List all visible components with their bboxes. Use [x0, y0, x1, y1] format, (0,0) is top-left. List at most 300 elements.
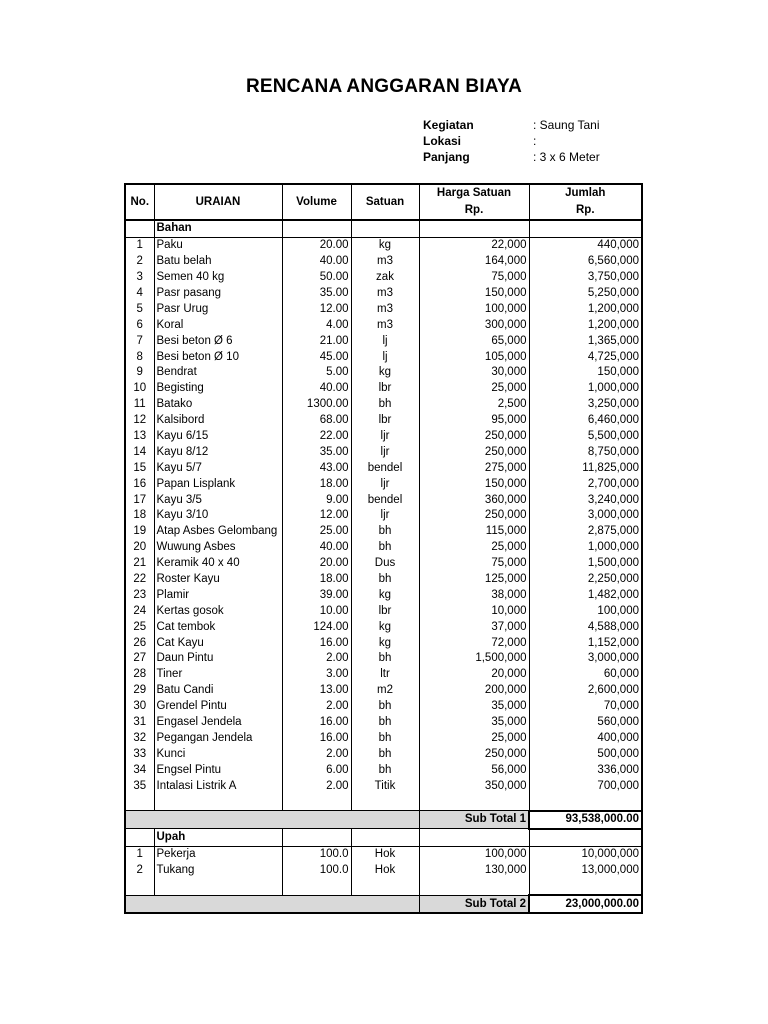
item-volume: 13.00	[282, 683, 351, 699]
item-harga: 65,000	[419, 333, 529, 349]
blank-row	[125, 879, 642, 896]
empty-cell	[419, 794, 529, 811]
item-uraian: Kertas gosok	[154, 603, 282, 619]
item-no: 1	[125, 237, 154, 253]
item-no: 33	[125, 746, 154, 762]
item-jumlah: 10,000,000	[529, 846, 642, 862]
table-row	[125, 381, 642, 397]
item-volume: 2.00	[282, 651, 351, 667]
table-row	[125, 524, 642, 540]
item-volume: 20.00	[282, 556, 351, 572]
item-uraian: Paku	[154, 237, 282, 253]
item-harga: 75,000	[419, 270, 529, 286]
empty-cell	[125, 794, 154, 811]
table-row	[125, 667, 642, 683]
item-satuan: m2	[351, 683, 419, 699]
item-no: 3	[125, 270, 154, 286]
item-volume: 50.00	[282, 270, 351, 286]
item-volume: 2.00	[282, 746, 351, 762]
item-no: 29	[125, 683, 154, 699]
header-jumlah-line2: Rp.	[575, 204, 595, 216]
item-uraian: Pegangan Jendela	[154, 731, 282, 747]
empty-cell	[282, 829, 351, 846]
item-harga: 75,000	[419, 556, 529, 572]
table-row	[125, 846, 642, 862]
item-jumlah: 2,700,000	[529, 476, 642, 492]
table-row	[125, 778, 642, 794]
item-jumlah: 60,000	[529, 667, 642, 683]
table-row	[125, 476, 642, 492]
item-satuan: ltr	[351, 667, 419, 683]
empty-cell	[154, 879, 282, 896]
item-jumlah: 100,000	[529, 603, 642, 619]
item-volume: 2.00	[282, 699, 351, 715]
item-volume: 21.00	[282, 333, 351, 349]
item-uraian: Kunci	[154, 746, 282, 762]
item-jumlah: 3,750,000	[529, 270, 642, 286]
table-row	[125, 508, 642, 524]
table-row	[125, 317, 642, 333]
item-no: 4	[125, 286, 154, 302]
empty-cell	[419, 829, 529, 846]
header-jumlah-line1: Jumlah	[565, 187, 606, 199]
item-volume: 4.00	[282, 317, 351, 333]
table-row	[125, 556, 642, 572]
subtotal-value: 23,000,000.00	[529, 895, 642, 913]
item-no: 27	[125, 651, 154, 667]
item-uraian: Tiner	[154, 667, 282, 683]
item-harga: 115,000	[419, 524, 529, 540]
section-name: Bahan	[154, 220, 282, 237]
item-harga: 130,000	[419, 863, 529, 879]
empty-cell	[125, 220, 154, 237]
item-harga: 350,000	[419, 778, 529, 794]
item-harga: 30,000	[419, 365, 529, 381]
item-harga: 275,000	[419, 460, 529, 476]
table-row	[125, 492, 642, 508]
item-no: 2	[125, 254, 154, 270]
item-jumlah: 1,500,000	[529, 556, 642, 572]
item-harga: 20,000	[419, 667, 529, 683]
item-jumlah: 3,000,000	[529, 508, 642, 524]
item-satuan: ljr	[351, 508, 419, 524]
table-row	[125, 413, 642, 429]
subtotal-label: Sub Total 2	[419, 895, 529, 913]
table-body	[125, 220, 642, 913]
item-jumlah: 3,000,000	[529, 651, 642, 667]
item-no: 25	[125, 619, 154, 635]
item-jumlah: 4,725,000	[529, 349, 642, 365]
item-no: 8	[125, 349, 154, 365]
item-volume: 35.00	[282, 444, 351, 460]
item-volume: 40.00	[282, 254, 351, 270]
meta-value: : Saung Tani	[533, 118, 600, 132]
item-no: 15	[125, 460, 154, 476]
item-satuan: lbr	[351, 381, 419, 397]
meta-key: Panjang	[423, 150, 470, 164]
table-row	[125, 715, 642, 731]
table-row	[125, 301, 642, 317]
item-no: 9	[125, 365, 154, 381]
item-satuan: kg	[351, 635, 419, 651]
item-volume: 2.00	[282, 778, 351, 794]
table-row	[125, 540, 642, 556]
item-satuan: m3	[351, 317, 419, 333]
item-satuan: bh	[351, 397, 419, 413]
item-uraian: Intalasi Listrik A	[154, 778, 282, 794]
meta-value: : 3 x 6 Meter	[533, 150, 600, 164]
item-no: 20	[125, 540, 154, 556]
item-harga: 25,000	[419, 381, 529, 397]
item-harga: 25,000	[419, 540, 529, 556]
item-volume: 40.00	[282, 540, 351, 556]
item-volume: 16.00	[282, 731, 351, 747]
item-jumlah: 440,000	[529, 237, 642, 253]
item-harga: 150,000	[419, 286, 529, 302]
item-jumlah: 3,250,000	[529, 397, 642, 413]
item-volume: 25.00	[282, 524, 351, 540]
table-row	[125, 619, 642, 635]
item-harga: 35,000	[419, 699, 529, 715]
item-harga: 200,000	[419, 683, 529, 699]
item-satuan: Hok	[351, 863, 419, 879]
item-satuan: Dus	[351, 556, 419, 572]
item-jumlah: 2,875,000	[529, 524, 642, 540]
item-harga: 37,000	[419, 619, 529, 635]
item-uraian: Papan Lisplank	[154, 476, 282, 492]
item-satuan: kg	[351, 619, 419, 635]
item-uraian: Engasel Jendela	[154, 715, 282, 731]
item-harga: 150,000	[419, 476, 529, 492]
subtotal-fill	[125, 895, 419, 913]
item-harga: 2,500	[419, 397, 529, 413]
item-harga: 38,000	[419, 587, 529, 603]
item-harga: 250,000	[419, 508, 529, 524]
item-volume: 5.00	[282, 365, 351, 381]
item-satuan: ljr	[351, 444, 419, 460]
header-harga-satuan	[419, 184, 529, 220]
item-jumlah: 560,000	[529, 715, 642, 731]
empty-cell	[351, 879, 419, 896]
item-volume: 45.00	[282, 349, 351, 365]
item-harga: 35,000	[419, 715, 529, 731]
item-uraian: Kayu 3/5	[154, 492, 282, 508]
item-uraian: Besi beton Ø 10	[154, 349, 282, 365]
item-jumlah: 400,000	[529, 731, 642, 747]
empty-cell	[282, 794, 351, 811]
item-satuan: bh	[351, 524, 419, 540]
item-satuan: bh	[351, 651, 419, 667]
subtotal-label: Sub Total 1	[419, 811, 529, 829]
item-uraian: Pekerja	[154, 846, 282, 862]
item-volume: 18.00	[282, 572, 351, 588]
item-uraian: Besi beton Ø 6	[154, 333, 282, 349]
item-volume: 43.00	[282, 460, 351, 476]
item-uraian: Begisting	[154, 381, 282, 397]
item-satuan: ljr	[351, 476, 419, 492]
project-info	[423, 117, 600, 165]
item-jumlah: 2,600,000	[529, 683, 642, 699]
empty-cell	[125, 879, 154, 896]
item-volume: 22.00	[282, 429, 351, 445]
section-header-row	[125, 829, 642, 846]
item-satuan: bendel	[351, 460, 419, 476]
item-no: 16	[125, 476, 154, 492]
item-volume: 20.00	[282, 237, 351, 253]
table-row	[125, 349, 642, 365]
item-satuan: lj	[351, 349, 419, 365]
meta-key: Lokasi	[423, 134, 462, 148]
item-jumlah: 70,000	[529, 699, 642, 715]
item-satuan: m3	[351, 301, 419, 317]
header-jumlah	[529, 184, 642, 220]
item-no: 31	[125, 715, 154, 731]
item-uraian: Cat tembok	[154, 619, 282, 635]
item-harga: 1,500,000	[419, 651, 529, 667]
item-jumlah: 1,200,000	[529, 317, 642, 333]
item-volume: 3.00	[282, 667, 351, 683]
empty-cell	[351, 794, 419, 811]
item-harga: 250,000	[419, 429, 529, 445]
item-jumlah: 500,000	[529, 746, 642, 762]
empty-cell	[125, 829, 154, 846]
header-volume: Volume	[282, 184, 351, 220]
table-row	[125, 762, 642, 778]
empty-cell	[529, 794, 642, 811]
item-harga: 95,000	[419, 413, 529, 429]
item-no: 35	[125, 778, 154, 794]
item-harga: 250,000	[419, 444, 529, 460]
item-uraian: Kalsibord	[154, 413, 282, 429]
item-jumlah: 1,000,000	[529, 381, 642, 397]
item-jumlah: 700,000	[529, 778, 642, 794]
empty-cell	[419, 879, 529, 896]
item-volume: 18.00	[282, 476, 351, 492]
item-uraian: Tukang	[154, 863, 282, 879]
item-no: 6	[125, 317, 154, 333]
item-volume: 35.00	[282, 286, 351, 302]
item-no: 17	[125, 492, 154, 508]
item-uraian: Kayu 5/7	[154, 460, 282, 476]
item-jumlah: 5,250,000	[529, 286, 642, 302]
item-satuan: bh	[351, 699, 419, 715]
meta-row-panjang	[423, 149, 600, 165]
header-harga-line2: Rp.	[464, 204, 484, 216]
table-row	[125, 333, 642, 349]
item-no: 28	[125, 667, 154, 683]
item-volume: 1300.00	[282, 397, 351, 413]
table-row	[125, 572, 642, 588]
item-volume: 68.00	[282, 413, 351, 429]
item-harga: 10,000	[419, 603, 529, 619]
item-uraian: Daun Pintu	[154, 651, 282, 667]
item-satuan: bendel	[351, 492, 419, 508]
item-jumlah: 11,825,000	[529, 460, 642, 476]
empty-cell	[351, 829, 419, 846]
table-row	[125, 746, 642, 762]
item-satuan: kg	[351, 365, 419, 381]
table-row	[125, 651, 642, 667]
item-no: 34	[125, 762, 154, 778]
budget-table	[124, 183, 643, 914]
item-jumlah: 6,460,000	[529, 413, 642, 429]
item-satuan: bh	[351, 746, 419, 762]
item-jumlah: 13,000,000	[529, 863, 642, 879]
item-satuan: kg	[351, 237, 419, 253]
header-harga-line1: Harga Satuan	[436, 187, 512, 199]
item-uraian: Batako	[154, 397, 282, 413]
item-satuan: bh	[351, 762, 419, 778]
item-jumlah: 8,750,000	[529, 444, 642, 460]
item-volume: 124.00	[282, 619, 351, 635]
item-satuan: bh	[351, 731, 419, 747]
item-harga: 360,000	[419, 492, 529, 508]
item-uraian: Pasr Urug	[154, 301, 282, 317]
meta-row-lokasi	[423, 133, 600, 149]
item-no: 1	[125, 846, 154, 862]
item-jumlah: 2,250,000	[529, 572, 642, 588]
meta-value: :	[533, 134, 537, 148]
item-uraian: Roster Kayu	[154, 572, 282, 588]
item-jumlah: 3,240,000	[529, 492, 642, 508]
item-no: 24	[125, 603, 154, 619]
item-harga: 100,000	[419, 846, 529, 862]
item-uraian: Keramik 40 x 40	[154, 556, 282, 572]
subtotal-row	[125, 811, 642, 829]
item-satuan: bh	[351, 572, 419, 588]
item-harga: 72,000	[419, 635, 529, 651]
item-jumlah: 150,000	[529, 365, 642, 381]
item-uraian: Grendel Pintu	[154, 699, 282, 715]
empty-cell	[351, 220, 419, 237]
item-jumlah: 1,365,000	[529, 333, 642, 349]
item-no: 30	[125, 699, 154, 715]
item-harga: 300,000	[419, 317, 529, 333]
item-satuan: kg	[351, 587, 419, 603]
item-harga: 164,000	[419, 254, 529, 270]
item-satuan: m3	[351, 286, 419, 302]
item-no: 32	[125, 731, 154, 747]
item-uraian: Kayu 3/10	[154, 508, 282, 524]
item-volume: 100.0	[282, 863, 351, 879]
item-harga: 25,000	[419, 731, 529, 747]
blank-row	[125, 794, 642, 811]
item-uraian: Plamir	[154, 587, 282, 603]
item-harga: 105,000	[419, 349, 529, 365]
item-volume: 16.00	[282, 635, 351, 651]
item-volume: 16.00	[282, 715, 351, 731]
table-row	[125, 270, 642, 286]
item-uraian: Pasr pasang	[154, 286, 282, 302]
table-row	[125, 254, 642, 270]
table-row	[125, 603, 642, 619]
item-volume: 39.00	[282, 587, 351, 603]
item-no: 12	[125, 413, 154, 429]
empty-cell	[529, 879, 642, 896]
item-satuan: lj	[351, 333, 419, 349]
item-uraian: Engsel Pintu	[154, 762, 282, 778]
item-no: 14	[125, 444, 154, 460]
table-row	[125, 286, 642, 302]
item-volume: 9.00	[282, 492, 351, 508]
item-uraian: Batu belah	[154, 254, 282, 270]
item-harga: 56,000	[419, 762, 529, 778]
table-row	[125, 699, 642, 715]
item-uraian: Cat Kayu	[154, 635, 282, 651]
item-harga: 22,000	[419, 237, 529, 253]
item-uraian: Atap Asbes Gelombang	[154, 524, 282, 540]
item-volume: 12.00	[282, 301, 351, 317]
table-row	[125, 683, 642, 699]
item-uraian: Semen 40 kg	[154, 270, 282, 286]
item-jumlah: 336,000	[529, 762, 642, 778]
item-satuan: bh	[351, 715, 419, 731]
item-volume: 6.00	[282, 762, 351, 778]
item-no: 19	[125, 524, 154, 540]
meta-key: Kegiatan	[423, 118, 474, 132]
table-row	[125, 365, 642, 381]
item-harga: 100,000	[419, 301, 529, 317]
item-satuan: lbr	[351, 603, 419, 619]
item-satuan: lbr	[351, 413, 419, 429]
item-no: 21	[125, 556, 154, 572]
section-name: Upah	[154, 829, 282, 846]
item-harga: 250,000	[419, 746, 529, 762]
item-harga: 125,000	[419, 572, 529, 588]
page-title: RENCANA ANGGARAN BIAYA	[245, 76, 523, 97]
item-uraian: Kayu 8/12	[154, 444, 282, 460]
table-row	[125, 587, 642, 603]
item-uraian: Koral	[154, 317, 282, 333]
item-jumlah: 1,152,000	[529, 635, 642, 651]
item-uraian: Kayu 6/15	[154, 429, 282, 445]
item-satuan: zak	[351, 270, 419, 286]
table-row	[125, 397, 642, 413]
item-uraian: Bendrat	[154, 365, 282, 381]
item-satuan: Titik	[351, 778, 419, 794]
meta-row-kegiatan	[423, 117, 600, 133]
empty-cell	[282, 220, 351, 237]
item-jumlah: 4,588,000	[529, 619, 642, 635]
item-jumlah: 1,000,000	[529, 540, 642, 556]
item-no: 10	[125, 381, 154, 397]
item-volume: 10.00	[282, 603, 351, 619]
subtotal-fill	[125, 811, 419, 829]
section-header-row	[125, 220, 642, 237]
item-no: 11	[125, 397, 154, 413]
table-row	[125, 444, 642, 460]
item-satuan: bh	[351, 540, 419, 556]
item-no: 13	[125, 429, 154, 445]
item-jumlah: 1,482,000	[529, 587, 642, 603]
table-row	[125, 731, 642, 747]
item-no: 5	[125, 301, 154, 317]
item-jumlah: 1,200,000	[529, 301, 642, 317]
empty-cell	[419, 220, 529, 237]
item-volume: 40.00	[282, 381, 351, 397]
item-uraian: Wuwung Asbes	[154, 540, 282, 556]
header-satuan: Satuan	[351, 184, 419, 220]
item-jumlah: 5,500,000	[529, 429, 642, 445]
table-row	[125, 429, 642, 445]
header-uraian: URAIAN	[154, 184, 282, 220]
empty-cell	[529, 829, 642, 846]
table-row	[125, 237, 642, 253]
empty-cell	[154, 794, 282, 811]
item-jumlah: 6,560,000	[529, 254, 642, 270]
item-satuan: ljr	[351, 429, 419, 445]
table-row	[125, 460, 642, 476]
